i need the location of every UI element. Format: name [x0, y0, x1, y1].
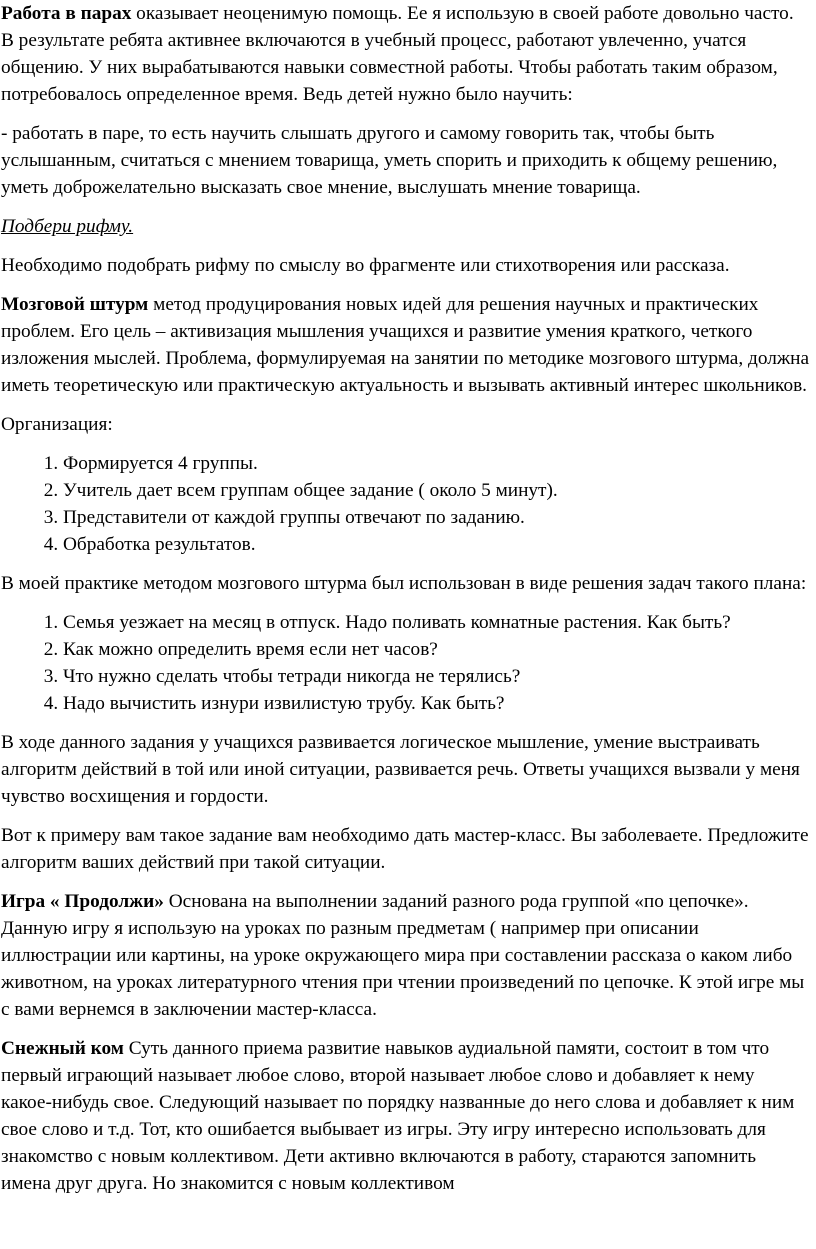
list-item: 3. Что нужно сделать чтобы тетради никогда не терялись? — [63, 663, 810, 690]
continue-game-paragraph — [1, 888, 810, 1023]
list-item: 2. Учитель дает всем группам общее задание ( около 5 минут). — [63, 477, 810, 504]
practice-task-list — [1, 609, 810, 717]
list-item: 2. Как можно определить время если нет часов? — [63, 636, 810, 663]
brainstorm-text: метод продуцирования новых идей для решения научных и практических проблем. Его цель – активизация мышления учащихся и развитие умения краткого, четкого изложения мыслей. Проблема, формулируемая на занятии по методике мозгового штурма, должна иметь теоретическую или практическую актуальность и вызывать активный интерес школьников. — [1, 294, 810, 396]
practice-intro: В моей практике методом мозгового штурма был использован в виде решения задач такого плана: — [1, 573, 807, 594]
pair-work-term: Работа в парах — [1, 3, 132, 24]
rhyme-text: Необходимо подобрать рифму по смыслу во фрагменте или стихотворения или рассказа. — [1, 255, 730, 276]
snowball-term: Снежный ком — [1, 1038, 124, 1059]
pair-work-skills: - работать в паре, то есть научить слышать другого и самому говорить так, чтобы быть услышанным, считаться с мнением товарища, уметь спорить и приходить к общему решению, уметь доброжелательно высказать свое мнение, выслушать мнение товарища. — [1, 123, 778, 198]
snowball-paragraph — [1, 1035, 810, 1197]
list-item: 4. Обработка результатов. — [63, 531, 810, 558]
brainstorm-term: Мозговой штурм — [1, 294, 149, 315]
organization-list — [1, 450, 810, 558]
pair-work-text: оказывает неоценимую помощь. Ее я использую в своей работе довольно часто. В результате ребята активнее включаются в учебный процесс, работают увлеченно, учатся общению. У них вырабатываются навыки совместной работы. Чтобы работать таким образом, потребовалось определенное время. Ведь детей нужно было научить: — [1, 3, 794, 105]
list-item: 3. Представители от каждой группы отвечают по заданию. — [63, 504, 810, 531]
example-task: Вот к примеру вам такое задание вам необходимо дать мастер-класс. Вы заболеваете. Предложите алгоритм ваших действий при такой ситуации. — [1, 825, 809, 873]
organization-label: Организация: — [1, 414, 113, 435]
brainstorm-paragraph — [1, 291, 810, 399]
continue-game-text: Основана на выполнении заданий разного рода группой «по цепочке». Данную игру я использую на уроках по разным предметам ( например при описании иллюстрации или картины, на уроке окружающего мира при составлении рассказа о каком либо животном, на уроках литературного чтения при чтении произведений по цепочке. К этой игре мы с вами вернемся в заключении мастер-класса. — [1, 891, 805, 1020]
continue-game-term: Игра « Продолжи» — [1, 891, 164, 912]
list-item: 1. Формируется 4 группы. — [63, 450, 810, 477]
list-item: 4. Надо вычистить изнури извилистую трубу. Как быть? — [63, 690, 810, 717]
rhyme-heading: Подбери рифму. — [1, 216, 134, 237]
pair-work-paragraph — [1, 0, 810, 108]
practice-result: В ходе данного задания у учащихся развивается логическое мышление, умение выстраивать алгоритм действий в той или иной ситуации, развивается речь. Ответы учащихся вызвали у меня чувство восхищения и гордости. — [1, 732, 800, 807]
list-item: 1. Семья уезжает на месяц в отпуск. Надо поливать комнатные растения. Как быть? — [63, 609, 810, 636]
snowball-text: Суть данного приема развитие навыков аудиальной памяти, состоит в том что первый играющий называет любое слово, второй называет любое слово и добавляет к нему какое-нибудь свое. Следующий называет по порядку названные до него слова и добавляет к ним свое слово и т.д. Тот, кто ошибается выбывает из игры. Эту игру интересно использовать для знакомство с новым коллективом. Дети активно включаются в работу, стараются запомнить имена друг друга. Но знакомится с новым коллективом — [1, 1038, 795, 1194]
